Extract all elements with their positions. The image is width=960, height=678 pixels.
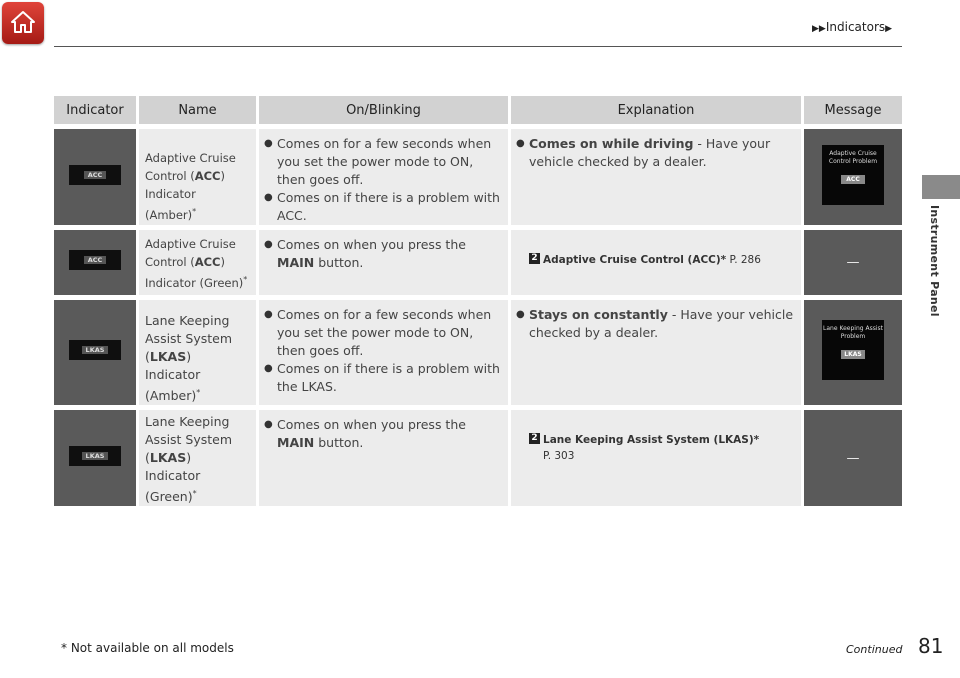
- lkas-green-indicator-icon: LKAS: [69, 446, 121, 466]
- explanation-cell: [508, 230, 801, 295]
- table-row: [54, 129, 902, 225]
- no-message: —: [846, 255, 860, 270]
- message-display: Adaptive Cruise Control Problem ACC: [822, 145, 884, 205]
- message-cell: [801, 129, 902, 225]
- list-item: ● Stays on constantly - Have your vehicle checked by a dealer.: [529, 306, 795, 342]
- list-item: ● Comes on if there is a problem with ACC.: [277, 189, 502, 225]
- home-button[interactable]: [2, 2, 44, 44]
- lkas-amber-indicator-icon: LKAS: [69, 340, 121, 360]
- reference-link[interactable]: 2 Lane Keeping Assist System (LKAS)* P. 303: [511, 410, 801, 464]
- section-tab-label: Instrument Panel: [928, 205, 941, 317]
- on-blinking-cell: [256, 300, 508, 405]
- section-tab[interactable]: [922, 175, 960, 199]
- table-header-row: [54, 96, 902, 124]
- message-cell: [801, 300, 902, 405]
- column-header: Explanation: [508, 96, 801, 124]
- indicators-table: [54, 91, 902, 511]
- on-blinking-cell: [256, 230, 508, 295]
- on-blinking-cell: [256, 129, 508, 225]
- reference-arrow-icon: 2: [529, 253, 540, 264]
- name-cell: Lane Keeping Assist System (LKAS) Indicator (Green)*: [136, 410, 256, 506]
- list-item: ● Comes on for a few seconds when you set the power mode to ON, then goes off.: [277, 135, 502, 189]
- header-rule: [54, 46, 902, 47]
- table-row: [54, 410, 902, 506]
- indicator-cell: [54, 410, 136, 506]
- footnote: * Not available on all models: [61, 641, 234, 655]
- explanation-cell: [508, 129, 801, 225]
- table-row: [54, 300, 902, 405]
- column-header: Name: [136, 96, 256, 124]
- no-message: —: [846, 450, 860, 466]
- explanation-cell: [508, 300, 801, 405]
- table-row: [54, 230, 902, 295]
- acc-green-indicator-icon: ACC: [69, 250, 121, 270]
- continued-label: Continued: [846, 643, 903, 656]
- column-header: Message: [801, 96, 902, 124]
- indicator-cell: [54, 129, 136, 225]
- list-item: ● Comes on when you press the MAIN button.: [277, 236, 502, 272]
- message-cell: [801, 230, 902, 295]
- message-cell: [801, 410, 902, 506]
- list-item: ● Comes on for a few seconds when you set the power mode to ON, then goes off.: [277, 306, 502, 360]
- indicator-cell: [54, 300, 136, 405]
- column-header: Indicator: [54, 96, 136, 124]
- list-item: ● Comes on if there is a problem with the LKAS.: [277, 360, 502, 396]
- home-icon: [10, 9, 36, 35]
- reference-arrow-icon: 2: [529, 433, 540, 444]
- column-header: On/Blinking: [256, 96, 508, 124]
- acc-amber-indicator-icon: ACC: [69, 165, 121, 185]
- breadcrumb-label: Indicators: [825, 20, 886, 34]
- breadcrumb[interactable]: [812, 20, 892, 34]
- name-cell: Adaptive Cruise Control (ACC) Indicator (Amber)*: [136, 129, 256, 225]
- list-item: ● Comes on when you press the MAIN button.: [277, 416, 502, 452]
- explanation-cell: [508, 410, 801, 506]
- on-blinking-cell: [256, 410, 508, 506]
- reference-link[interactable]: 2 Adaptive Cruise Control (ACC)* P. 286: [511, 230, 801, 268]
- message-display: Lane Keeping Assist Problem LKAS: [822, 320, 884, 380]
- list-item: ● Comes on while driving - Have your vehicle checked by a dealer.: [529, 135, 795, 171]
- indicator-cell: [54, 230, 136, 295]
- triangle-right-icon: ▶: [885, 24, 893, 34]
- name-cell: Lane Keeping Assist System (LKAS) Indicator (Amber)*: [136, 300, 256, 405]
- name-cell: Adaptive Cruise Control (ACC) Indicator (Green)*: [136, 230, 256, 295]
- page-number: 81: [918, 634, 944, 658]
- triangle-right-icon: ▶▶: [812, 24, 826, 34]
